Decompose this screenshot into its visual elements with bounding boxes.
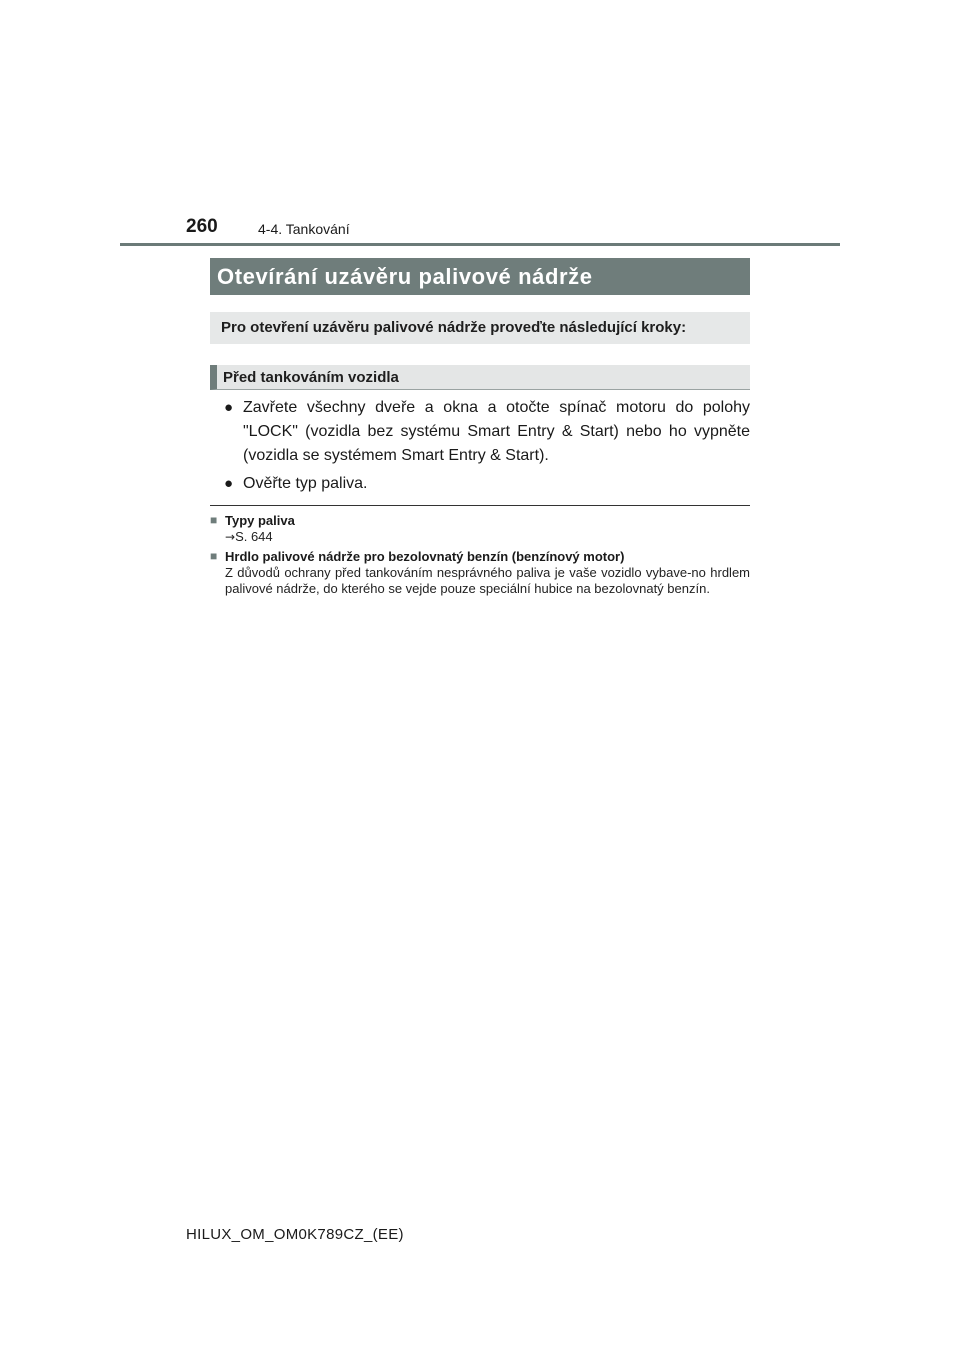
bullet-text: Ověřte typ paliva. — [243, 475, 368, 492]
bullet-list — [224, 396, 750, 500]
note-title-text: Hrdlo palivové nádrže pro bezolovnatý benzín (benzínový motor) — [225, 549, 625, 564]
note-block — [210, 548, 750, 597]
note-title-text: Typy paliva — [225, 513, 295, 528]
intro-box: Pro otevření uzávěru palivové nádrže proveďte následující kroky: — [210, 312, 750, 344]
notes-divider — [210, 505, 750, 506]
notes-section — [210, 512, 750, 600]
bullet-item — [224, 472, 750, 496]
page-reference-link[interactable]: S. 644 — [235, 529, 273, 544]
note-title — [210, 512, 750, 529]
section-reference: 4-4. Tankování — [258, 221, 350, 237]
bullet-marker: ● — [224, 399, 234, 416]
note-block — [210, 512, 750, 545]
bullet-marker: ● — [224, 475, 234, 492]
header-rule — [120, 243, 840, 246]
square-icon: ■ — [210, 513, 218, 527]
note-body: Z důvodů ochrany před tankováním nesprávného paliva je vaše vozidlo vybave-no hrdlem palivové nádrže, do kterého se vejde pouze speciální hubice na bezolovnatý benzín. — [225, 565, 750, 596]
page-number: 260 — [186, 216, 218, 237]
footer-code: HILUX_OM_OM0K789CZ_(EE) — [186, 1226, 404, 1243]
subsection-heading: Před tankováním vozidla — [210, 365, 750, 390]
section-title: Otevírání uzávěru palivové nádrže — [210, 258, 750, 295]
bullet-item — [224, 396, 750, 468]
square-icon: ■ — [210, 549, 218, 563]
arrow-icon: → — [225, 530, 236, 544]
note-title — [210, 548, 750, 565]
bullet-text: Zavřete všechny dveře a okna a otočte spínač motoru do polohy "LOCK" (vozidla bez systému Smart Entry & Start) nebo ho vypněte (vozidla se systémem Smart Entry & Start). — [243, 399, 750, 464]
note-body — [225, 529, 750, 545]
